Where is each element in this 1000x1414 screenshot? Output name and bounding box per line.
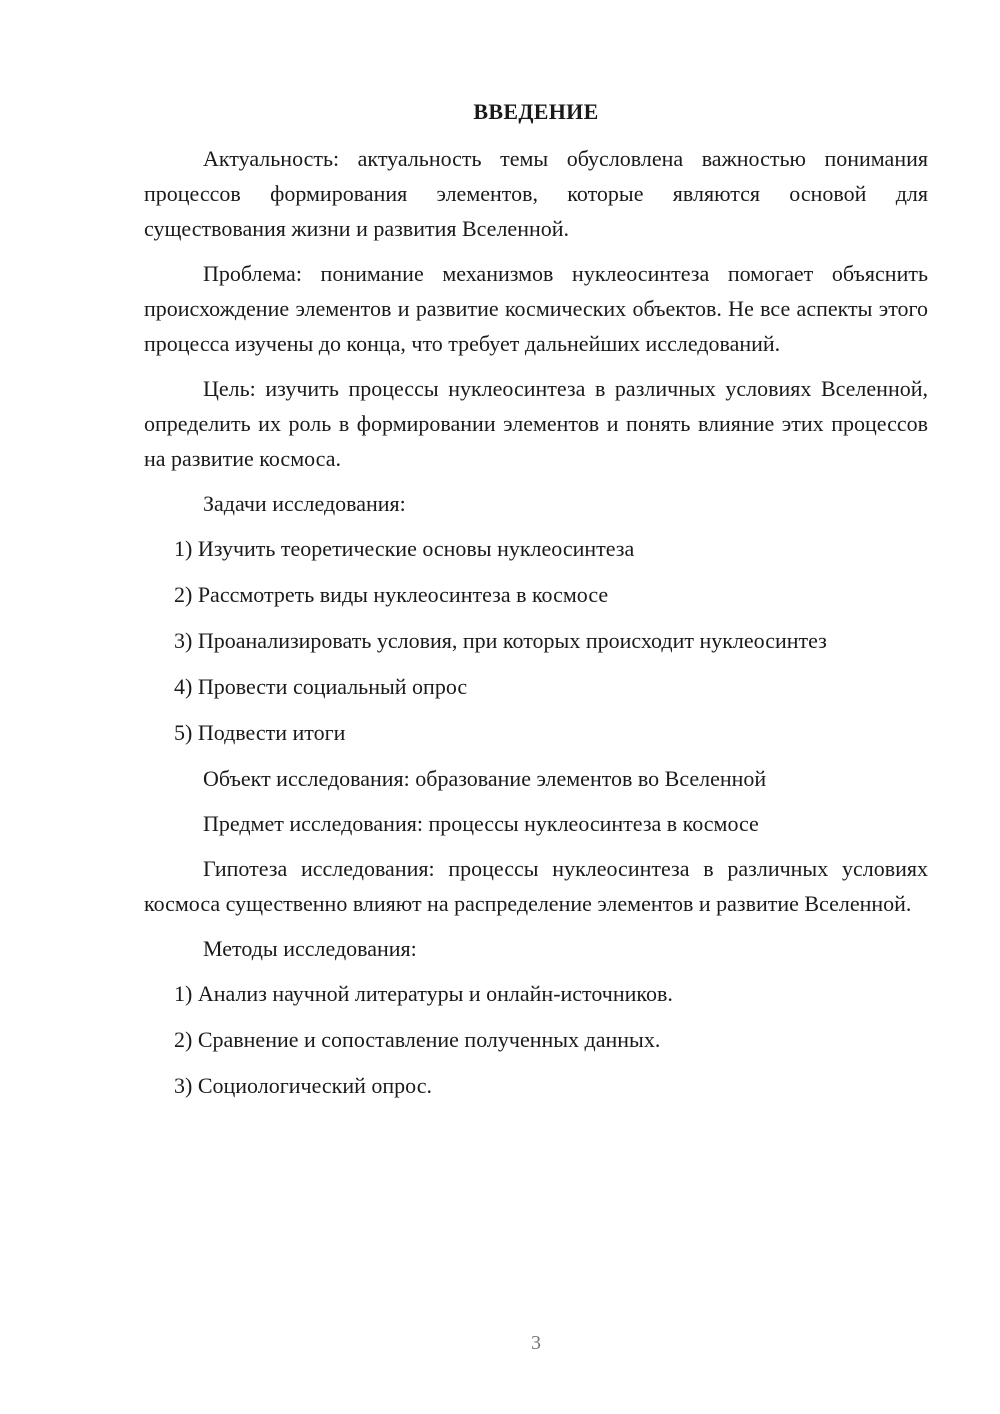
page-title: ВВЕДЕНИЕ	[473, 99, 599, 124]
task-item-2: 2) Рассмотреть виды нуклеосинтеза в космосе	[174, 582, 609, 607]
task-item-3: 3) Проанализировать условия, при которых происходит нуклеосинтез	[174, 628, 827, 653]
relevance-paragraph: Актуальность: актуальность темы обусловлена важностью понимания процессов формирования элементов, которые являются основой для существования жизни и развития Вселенной.	[144, 146, 928, 241]
methods-heading: Методы исследования:	[203, 936, 417, 961]
method-item-2: 2) Сравнение и сопоставление полученных данных.	[174, 1027, 661, 1052]
task-item-5: 5) Подвести итоги	[174, 720, 346, 745]
method-item-3: 3) Социологический опрос.	[174, 1073, 432, 1098]
method-item-1: 1) Анализ научной литературы и онлайн-источников.	[174, 981, 673, 1006]
problem-paragraph: Проблема: понимание механизмов нуклеосинтеза помогает объяснить происхождение элементов и развитие космических объектов. Не все аспекты этого процесса изучены до конца, что требует дальнейших исследований.	[144, 261, 928, 356]
research-object: Объект исследования: образование элементов во Вселенной	[203, 766, 767, 791]
task-item-4: 4) Провести социальный опрос	[174, 674, 468, 699]
page-number: 3	[531, 1332, 541, 1354]
tasks-heading: Задачи исследования:	[203, 491, 406, 516]
goal-paragraph: Цель: изучить процессы нуклеосинтеза в различных условиях Вселенной, определить их роль в формировании элементов и понять влияние этих процессов на развитие космоса.	[144, 376, 928, 471]
page-content	[144, 94, 928, 1114]
research-subject: Предмет исследования: процессы нуклеосинтеза в космосе	[203, 811, 759, 836]
task-item-1: 1) Изучить теоретические основы нуклеосинтеза	[174, 536, 635, 561]
hypothesis-paragraph: Гипотеза исследования: процессы нуклеосинтеза в различных условиях космоса существенно влияют на распределение элементов и развитие Вселенной.	[144, 856, 928, 916]
